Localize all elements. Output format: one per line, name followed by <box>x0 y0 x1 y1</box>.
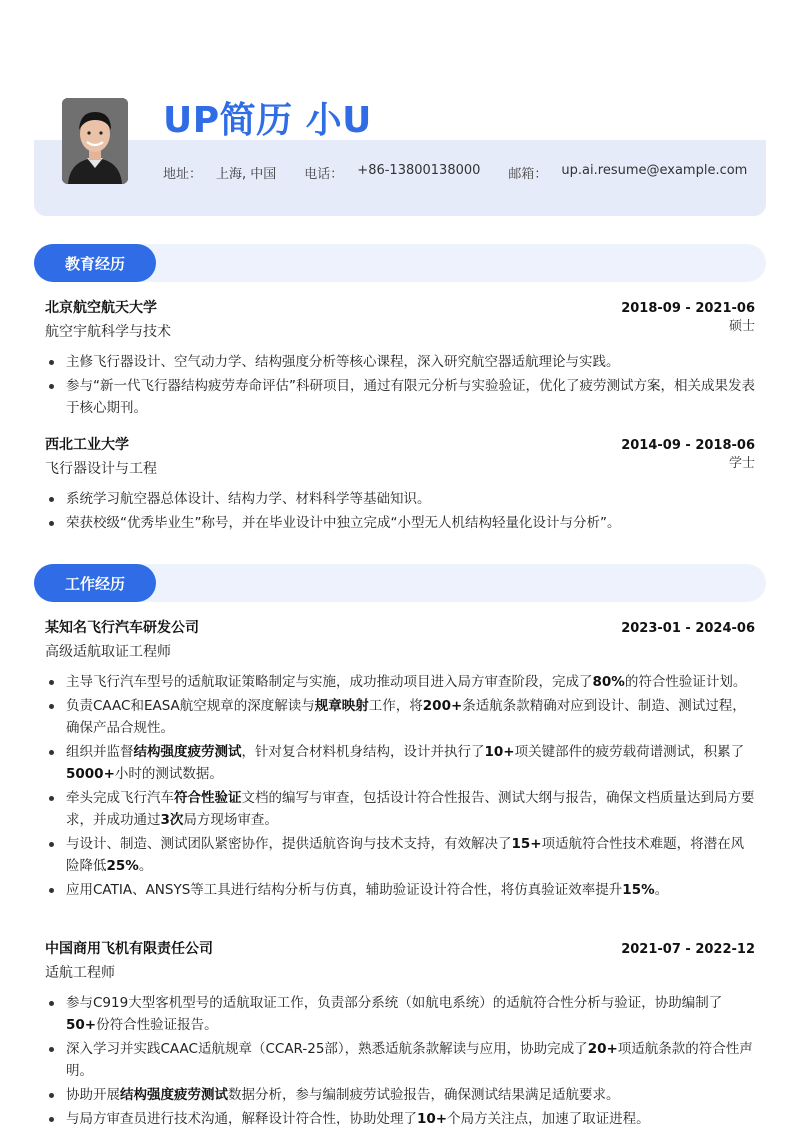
list-item: 参与“新一代飞行器结构疲劳寿命评估”科研项目，通过有限元分析与实验验证，优化了疲劳测试方案，相关成果发表于核心期刊。 <box>45 375 755 419</box>
date-range: 2021-07 - 2022-12 <box>621 942 755 957</box>
contact-phone <box>304 163 480 182</box>
education-entry-2 <box>45 434 755 536</box>
bullet-list <box>45 351 755 419</box>
list-item: 荣获校级“优秀毕业生”称号，并在毕业设计中独立完成“小型无人机结构轻量化设计与分析”。 <box>45 512 755 534</box>
emphasis-text: 50+ <box>66 1017 97 1033</box>
section-bar-work <box>34 564 766 602</box>
company-name: 中国商用飞机有限责任公司 <box>45 941 213 957</box>
emphasis-text: 25% <box>106 858 139 874</box>
contact-label: 邮箱： <box>508 167 548 182</box>
bullet-list <box>45 992 755 1130</box>
major: 航空宇航科学与技术 <box>45 324 171 340</box>
list-item: 组织并监督结构强度疲劳测试，针对复合材料机身结构，设计并执行了10+项关键部件的疲劳载荷谱测试，积累了5000+小时的测试数据。 <box>45 741 755 785</box>
education-entry-1 <box>45 297 755 421</box>
contact-label: 电话： <box>304 167 344 182</box>
contact-email <box>508 163 747 182</box>
contact-address <box>163 163 276 182</box>
section-title-work: 工作经历 <box>34 564 156 602</box>
job-title: 高级适航取证工程师 <box>45 644 171 660</box>
degree: 硕士 <box>728 319 755 334</box>
emphasis-text: 符合性验证 <box>174 790 242 806</box>
section-title-education: 教育经历 <box>34 244 156 282</box>
date-range: 2014-09 - 2018-06 <box>621 438 755 453</box>
list-item: 主导飞行汽车型号的适航取证策略制定与实施，成功推动项目进入局方审查阶段，完成了80%的符合性验证计划。 <box>45 671 755 693</box>
avatar <box>62 98 128 184</box>
school-name: 北京航空航天大学 <box>45 300 157 316</box>
emphasis-text: 结构强度疲劳测试 <box>133 744 242 760</box>
emphasis-text: 10+ <box>417 1111 448 1127</box>
emphasis-text: 200+ <box>422 698 463 714</box>
list-item: 协助开展结构强度疲劳测试数据分析，参与编制疲劳试验报告，确保测试结果满足适航要求。 <box>45 1084 755 1106</box>
list-item: 与局方审查员进行技术沟通，解释设计符合性，协助处理了10+个局方关注点，加速了取证进程。 <box>45 1108 755 1130</box>
contact-value: up.ai.resume@example.com <box>561 163 748 178</box>
list-item: 主修飞行器设计、空气动力学、结构强度分析等核心课程，深入研究航空器适航理论与实践。 <box>45 351 755 373</box>
emphasis-text: 20+ <box>587 1041 618 1057</box>
emphasis-text: 80% <box>592 674 625 690</box>
bullet-list <box>45 488 755 534</box>
contact-value: +86-13800138000 <box>357 163 481 178</box>
list-item: 负责CAAC和EASA航空规章的深度解读与规章映射工作，将200+条适航条款精确对应到设计、制造、测试过程，确保产品合规性。 <box>45 695 755 739</box>
list-item: 与设计、制造、测试团队紧密协作，提供适航咨询与技术支持，有效解决了15+项适航符合性技术难题，将潜在风险降低25%。 <box>45 833 755 877</box>
work-entry-1 <box>45 617 755 903</box>
major: 飞行器设计与工程 <box>45 461 157 477</box>
school-name: 西北工业大学 <box>45 437 129 453</box>
emphasis-text: 规章映射 <box>314 698 369 714</box>
degree: 学士 <box>728 456 755 471</box>
emphasis-text: 3次 <box>160 812 184 828</box>
list-item: 深入学习并实践CAAC适航规章（CCAR-25部），熟悉适航条款解读与应用，协助完成了20+项适航条款的符合性声明。 <box>45 1038 755 1082</box>
section-bar-education <box>34 244 766 282</box>
job-title: 适航工程师 <box>45 965 115 981</box>
emphasis-text: 结构强度疲劳测试 <box>120 1087 228 1103</box>
list-item: 牵头完成飞行汽车符合性验证文档的编写与审查，包括设计符合性报告、测试大纲与报告，确保文档质量达到局方要求，并成功通过3次局方现场审查。 <box>45 787 755 831</box>
list-item: 应用CATIA、ANSYS等工具进行结构分析与仿真，辅助验证设计符合性，将仿真验证效率提升15%。 <box>45 879 755 901</box>
work-entry-2 <box>45 938 755 1130</box>
emphasis-text: 10+ <box>484 744 515 760</box>
emphasis-text: 15+ <box>511 836 542 852</box>
emphasis-text: 15% <box>622 882 655 898</box>
contact-value: 上海, 中国 <box>216 167 277 182</box>
company-name: 某知名飞行汽车研发公司 <box>45 620 199 636</box>
list-item: 系统学习航空器总体设计、结构力学、材料科学等基础知识。 <box>45 488 755 510</box>
resume-name: UP简历 小U <box>163 100 372 141</box>
list-item: 参与C919大型客机型号的适航取证工作，负责部分系统（如航电系统）的适航符合性分析与验证，协助编制了50+份符合性验证报告。 <box>45 992 755 1036</box>
contact-label: 地址： <box>163 167 203 182</box>
date-range: 2023-01 - 2024-06 <box>621 621 755 636</box>
contact-row <box>163 163 775 182</box>
emphasis-text: 5000+ <box>66 766 115 782</box>
bullet-list <box>45 671 755 901</box>
date-range: 2018-09 - 2021-06 <box>621 301 755 316</box>
